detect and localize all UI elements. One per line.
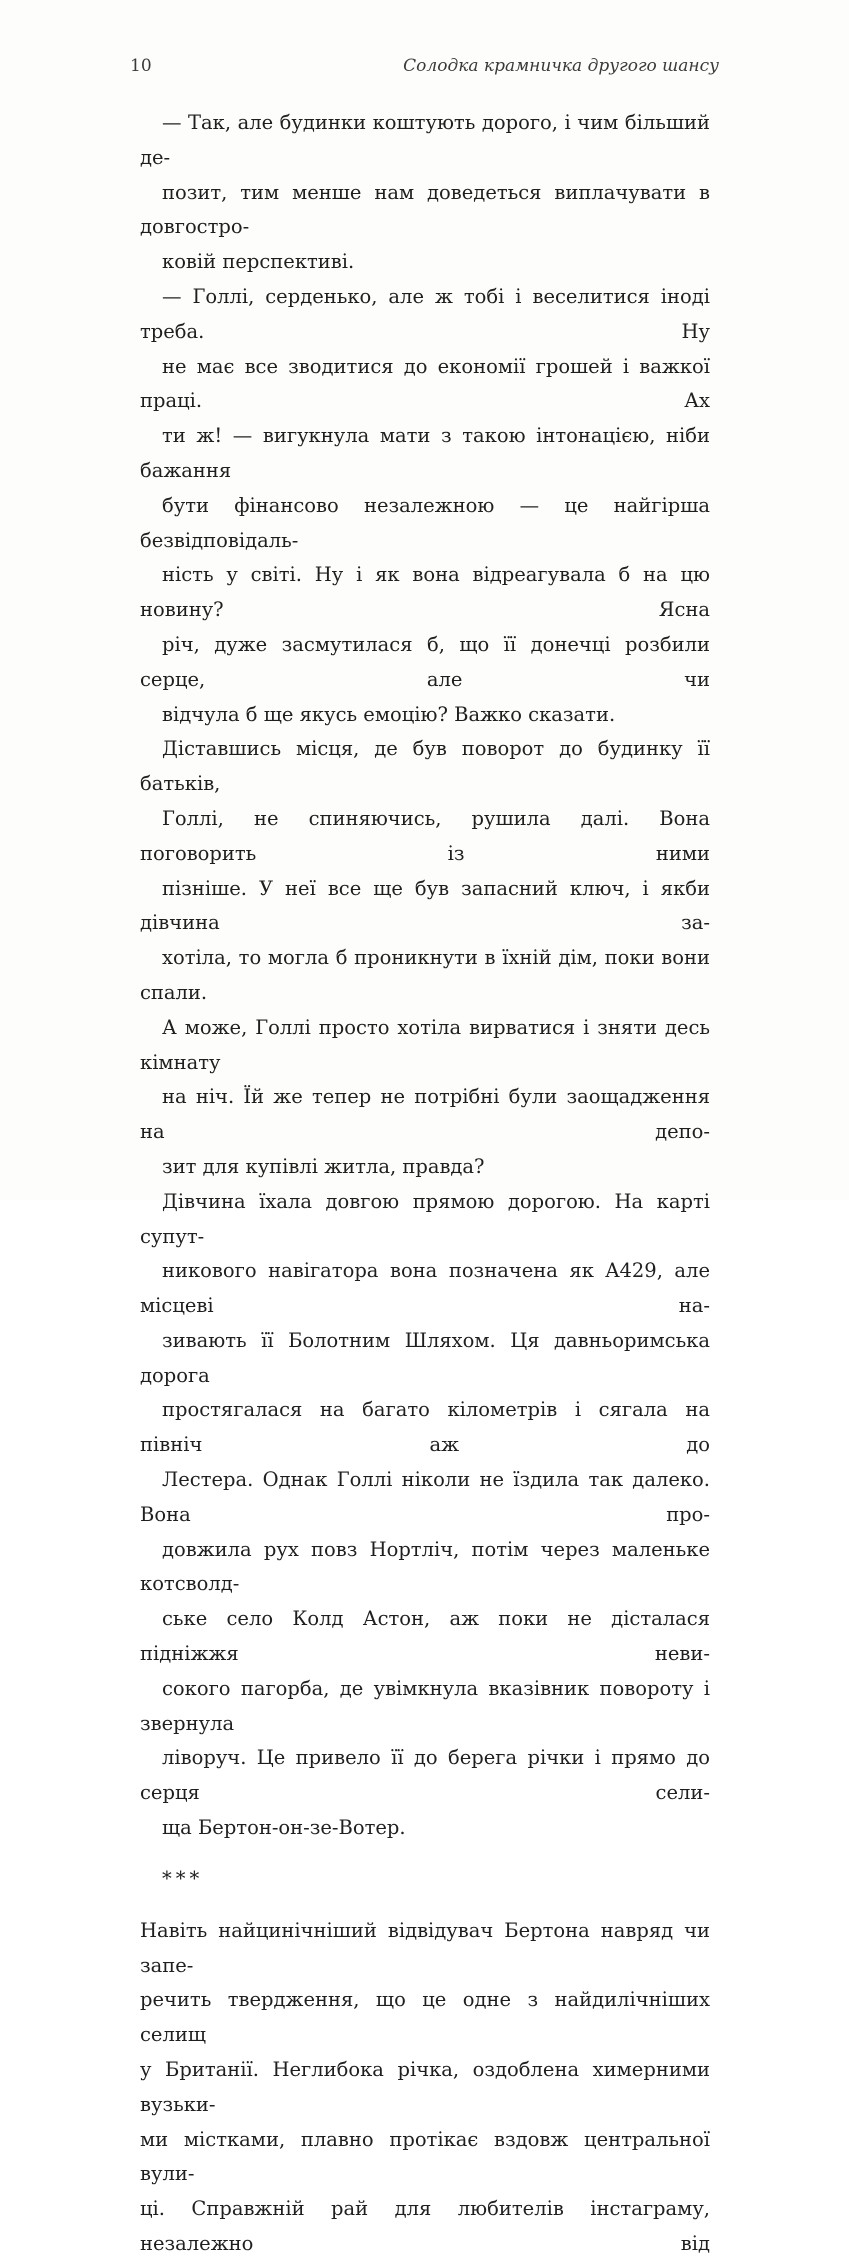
paragraph [140, 106, 710, 280]
paragraph [140, 280, 710, 732]
text-line: А може, Голлі просто хотіла вирватися і зняти десь кімнату [140, 1015, 710, 1074]
text-line: ми містками, плавно протікає вздовж центральної вули- [140, 2127, 710, 2186]
text-line: ковій перспективі. [162, 250, 355, 274]
text-line: Лестера. Однак Голлі ніколи не їздила так далеко. Вона про- [140, 1468, 710, 1526]
text-line: ці. Справжній рай для любителів інстаграму, незалежно від [140, 2197, 710, 2256]
text-line: позит, тим менше нам доведеться виплачувати в довгостро- [140, 180, 710, 239]
running-title: Солодка крамничка другого шансу [403, 56, 719, 76]
paragraph [140, 732, 710, 1184]
text-line: не має все зводитися до економії грошей і важкої праці. Ах [140, 354, 710, 413]
text-line: зивають її Болотним Шляхом. Ця давньоримська дорога [140, 1328, 710, 1387]
text-line: на ніч. Їй же тепер не потрібні були заощадження на депо- [140, 1085, 710, 1144]
text-line: довжила рух повз Нортліч, потім через маленьке котсволд- [140, 1537, 710, 1596]
text-line: Дівчина їхала довгою прямою дорогою. На карті супут- [140, 1189, 710, 1248]
page-header [130, 56, 719, 86]
text-line: ське село Колд Астон, аж поки не дісталася підніжжя неви- [140, 1607, 710, 1666]
text-line: Діставшись місця, де був поворот до будинку її батьків, [140, 737, 710, 796]
text-line: — Так, але будинки коштують дорого, і чим більший де- [140, 111, 710, 169]
text-line: ти ж! — вигукнула мати з такою інтонацією, ніби бажання [140, 424, 710, 482]
text-line: речить твердження, що це одне з найдилічніших селищ [140, 1988, 710, 2047]
text-line: — Голлі, серденько, але ж тобі і веселитися іноді треба. Ну [140, 284, 710, 343]
text-line: річ, дуже засмутилася б, що її донечці розбили серце, але чи [140, 632, 710, 691]
text-line: ща Бертон-он-зе-Вотер. [162, 1816, 406, 1840]
text-line: ліворуч. Це привело її до берега річки і прямо до серця сели- [140, 1746, 710, 1805]
section-separator: *** [162, 1866, 204, 1890]
text-line: зит для купівлі житла, правда? [162, 1154, 485, 1178]
text-line: сокого пагорба, де увімкнула вказівник повороту і звернула [140, 1676, 710, 1735]
text-line: Навіть найцинічніший відвідувач Бертона навряд чи запе- [140, 1918, 710, 1977]
paragraph [140, 1914, 710, 2262]
text-line: пізніше. У неї все ще був запасний ключ, і якби дівчина за- [140, 876, 710, 935]
text-line: ність у світі. Ну і як вона відреагувала б на цю новину? Ясна [140, 563, 710, 622]
text-line: никового навігатора вона позначена як A429, але місцеві на- [140, 1259, 710, 1318]
page-number: 10 [130, 56, 152, 76]
paragraph [140, 1185, 710, 1846]
text-line: у Британії. Неглибока річка, оздоблена химерними вузьки- [140, 2058, 710, 2116]
text-line: Голлі, не спиняючись, рушила далі. Вона поговорить із ними [140, 806, 710, 865]
text-line: бути фінансово незалежною — це найгірша безвідповідаль- [140, 493, 710, 552]
text-line: простягалася на багато кілометрів і сягала на північ аж до [140, 1398, 710, 1457]
page-body [140, 106, 710, 2262]
text-line: хотіла, то могла б проникнути в їхній дім, поки вони спали. [140, 946, 710, 1004]
text-line: відчула б ще якусь емоцію? Важко сказати. [162, 702, 616, 726]
